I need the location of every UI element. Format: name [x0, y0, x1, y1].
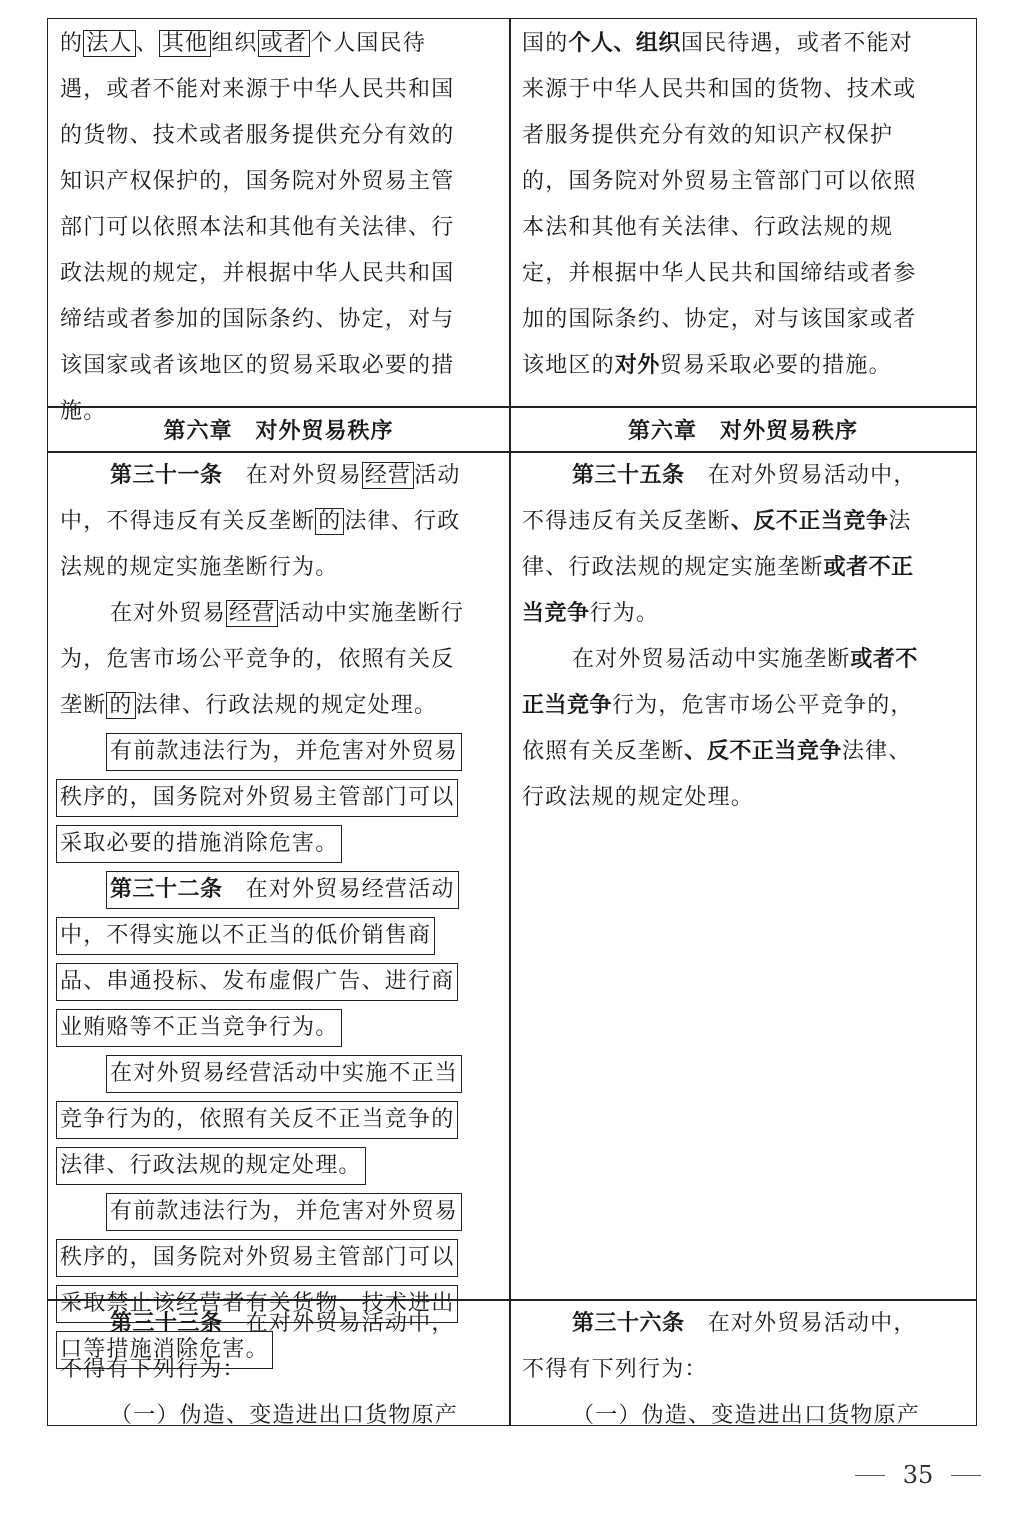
text-line: 部门可以依照本法和其他有关法律、行 [60, 215, 455, 240]
text-run: 业贿赂等不正当竞争行为。 [60, 1015, 339, 1040]
text-line [60, 1145, 500, 1191]
text-line: 者服务提供充分有效的知识产权保护 [522, 123, 894, 148]
text-line: 缔结或者参加的国际条约、协定，对与 [60, 307, 455, 332]
bold-text: 第三十三条 [110, 1311, 223, 1336]
boxed-text [56, 779, 458, 817]
text-run: （一）伪造、变造进出口货物原产 [110, 1403, 459, 1428]
text-run: 品、串通投标、发布虚假广告、进行商 [60, 969, 455, 994]
text-run: 垄断 [60, 693, 107, 718]
comparison-table [47, 18, 977, 1426]
top-right-cell [522, 23, 968, 391]
bottom-left-cell [60, 1303, 500, 1441]
boxed-text [106, 1055, 462, 1093]
text-line [60, 1395, 500, 1441]
boxed-text [56, 1009, 342, 1047]
text-run: 行为。 [589, 601, 660, 626]
bold-text: 第三十五条 [572, 463, 685, 488]
boxed-word: 其他 [159, 30, 211, 57]
bold-text: 第三十一条 [110, 463, 223, 488]
boxed-word: 的 [106, 692, 135, 719]
text-run: 在对外贸易活动中， [222, 1311, 455, 1336]
middle-right-cell [522, 455, 968, 823]
boxed-word: 或者 [258, 30, 310, 57]
text-line [60, 23, 500, 69]
column-divider [509, 19, 511, 1425]
text-line: 为，危害市场公平竞争的，依照有关反 [60, 647, 455, 672]
text-run: 依照有关反垄断 [522, 739, 685, 764]
text-line: 知识产权保护的，国务院对外贸易主管 [60, 169, 455, 194]
text-run: 活动 [414, 463, 461, 488]
row-divider [48, 451, 976, 453]
text-run: 的 [60, 31, 84, 56]
text-run: 国的 [522, 31, 569, 56]
text-run: （一）伪造、变造进出口货物原产 [572, 1403, 921, 1428]
bold-text: 第三十六条 [572, 1311, 685, 1336]
text-run: 法律、 [841, 739, 912, 764]
boxed-text [106, 871, 459, 909]
text-line [522, 455, 968, 501]
text-line [60, 731, 500, 777]
text-line [60, 961, 500, 1007]
text-line [60, 1099, 500, 1145]
text-line: 加的国际条约、协定，对与该国家或者 [522, 307, 917, 332]
text-line [60, 1237, 500, 1283]
text-run: 律、行政法规的规定实施垄断 [522, 555, 824, 580]
text-run: 口等措施消除危害。 [60, 1337, 269, 1362]
text-run: 在对外贸易 [110, 601, 227, 626]
text-line [522, 501, 968, 547]
text-run: 采取必要的措施消除危害。 [60, 831, 339, 856]
bold-text: 或者不 [850, 647, 918, 672]
text-run: 法律、行政 [344, 509, 461, 534]
text-line [522, 1395, 968, 1441]
bold-text: 个人、组织 [568, 31, 681, 56]
text-line [522, 23, 968, 69]
text-line: 不得有下列行为： [60, 1357, 246, 1382]
boxed-text [56, 825, 342, 863]
boxed-text [56, 963, 458, 1001]
text-line [60, 1007, 500, 1053]
boxed-text [56, 1147, 366, 1185]
text-run: 采取禁止该经营者有关货物、技术进出 [60, 1291, 455, 1316]
bold-text: 第三十二条 [110, 877, 223, 902]
text-line [60, 455, 500, 501]
text-line [60, 823, 500, 869]
footer-dash [855, 1475, 885, 1476]
text-line: 政法规的规定，并根据中华人民共和国 [60, 261, 455, 286]
text-run: 中，不得实施以不正当的低价销售商 [60, 923, 432, 948]
text-line [60, 1303, 500, 1349]
text-run: 国民待遇，或者不能对 [680, 31, 913, 56]
text-line: 本法和其他有关法律、行政法规的规 [522, 215, 894, 240]
text-line: 的货物、技术或者服务提供充分有效的 [60, 123, 455, 148]
boxed-word: 经营 [226, 600, 278, 627]
text-line [522, 345, 968, 391]
boxed-word: 的 [315, 508, 344, 535]
boxed-word: 法人 [83, 30, 135, 57]
text-run: 法 [888, 509, 912, 534]
text-line [522, 731, 968, 777]
text-line [522, 547, 968, 593]
text-run: 、 [135, 31, 159, 56]
text-line [522, 639, 968, 685]
text-run: 法律、行政法规的规定处理。 [135, 693, 438, 718]
bold-text: 、反不正当竞争 [684, 739, 842, 764]
page-footer [848, 1455, 988, 1495]
chapter-heading-right: 第六章 对外贸易秩序 [627, 417, 858, 444]
text-line: 该国家或者该地区的贸易采取必要的措 [60, 353, 455, 378]
bold-text: 或者不正 [823, 555, 914, 580]
bold-text: 对外 [614, 353, 660, 378]
text-line [522, 1303, 968, 1349]
text-run: 在对外贸易活动中， [684, 463, 917, 488]
text-line [60, 777, 500, 823]
text-run: 活动中实施垄断行 [278, 601, 465, 626]
page-number: 35 [902, 1461, 934, 1489]
bold-text: 当竞争 [522, 601, 590, 626]
text-run: 在对外贸易经营活动中实施不正当 [110, 1061, 459, 1086]
text-line [60, 915, 500, 961]
text-line [60, 869, 500, 915]
text-run: 有前款违法行为，并危害对外贸易 [110, 1199, 459, 1224]
text-run: 不得违反有关反垄断 [522, 509, 731, 534]
text-run: 秩序的，国务院对外贸易主管部门可以 [60, 785, 455, 810]
text-line: 行政法规的规定处理。 [522, 785, 755, 810]
text-run: 中，不得违反有关反垄断 [60, 509, 316, 534]
text-run: 在对外贸易 [222, 463, 362, 488]
text-line: 来源于中华人民共和国的货物、技术或 [522, 77, 917, 102]
text-line [60, 1191, 500, 1237]
text-run: 行为，危害市场公平竞争的， [612, 693, 914, 718]
text-line: 定，并根据中华人民共和国缔结或者参 [522, 261, 917, 286]
text-run: 有前款违法行为，并危害对外贸易 [110, 739, 459, 764]
text-run: 在对外贸易活动中实施垄断 [572, 647, 851, 672]
text-run: 在对外贸易活动中， [684, 1311, 917, 1336]
text-line [60, 1053, 500, 1099]
bold-text: 正当竞争 [522, 693, 613, 718]
text-line [522, 593, 968, 639]
bottom-right-cell [522, 1303, 968, 1441]
text-line [60, 685, 500, 731]
text-line [60, 501, 500, 547]
boxed-text [106, 1193, 462, 1231]
chapter-heading-left: 第六章 对外贸易秩序 [163, 417, 394, 444]
boxed-text [56, 1101, 458, 1139]
text-run: 法律、行政法规的规定处理。 [60, 1153, 362, 1178]
bold-text: 、反不正当竞争 [730, 509, 889, 534]
boxed-text [106, 733, 462, 771]
text-line [522, 685, 968, 731]
text-run: 竞争行为的，依照有关反不正当竞争的 [60, 1107, 455, 1132]
text-run: 个人国民待 [310, 31, 427, 56]
text-run: 组织 [211, 31, 258, 56]
text-run: 在对外贸易经营活动 [222, 877, 455, 902]
text-line: 的，国务院对外贸易主管部门可以依照 [522, 169, 917, 194]
text-run: 贸易采取必要的措施。 [659, 353, 892, 378]
text-run: 该地区的 [522, 353, 615, 378]
middle-left-cell [60, 455, 500, 1375]
text-line: 遇，或者不能对来源于中华人民共和国 [60, 77, 455, 102]
text-line: 不得有下列行为： [522, 1357, 708, 1382]
text-line: 施。 [60, 399, 107, 424]
boxed-word: 经营 [362, 462, 414, 489]
text-line: 法规的规定实施垄断行为。 [60, 555, 339, 580]
boxed-text [56, 1239, 458, 1277]
top-left-cell [60, 23, 500, 437]
text-line [60, 593, 500, 639]
text-run: 秩序的，国务院对外贸易主管部门可以 [60, 1245, 455, 1270]
footer-dash [951, 1475, 981, 1476]
boxed-text [56, 917, 435, 955]
